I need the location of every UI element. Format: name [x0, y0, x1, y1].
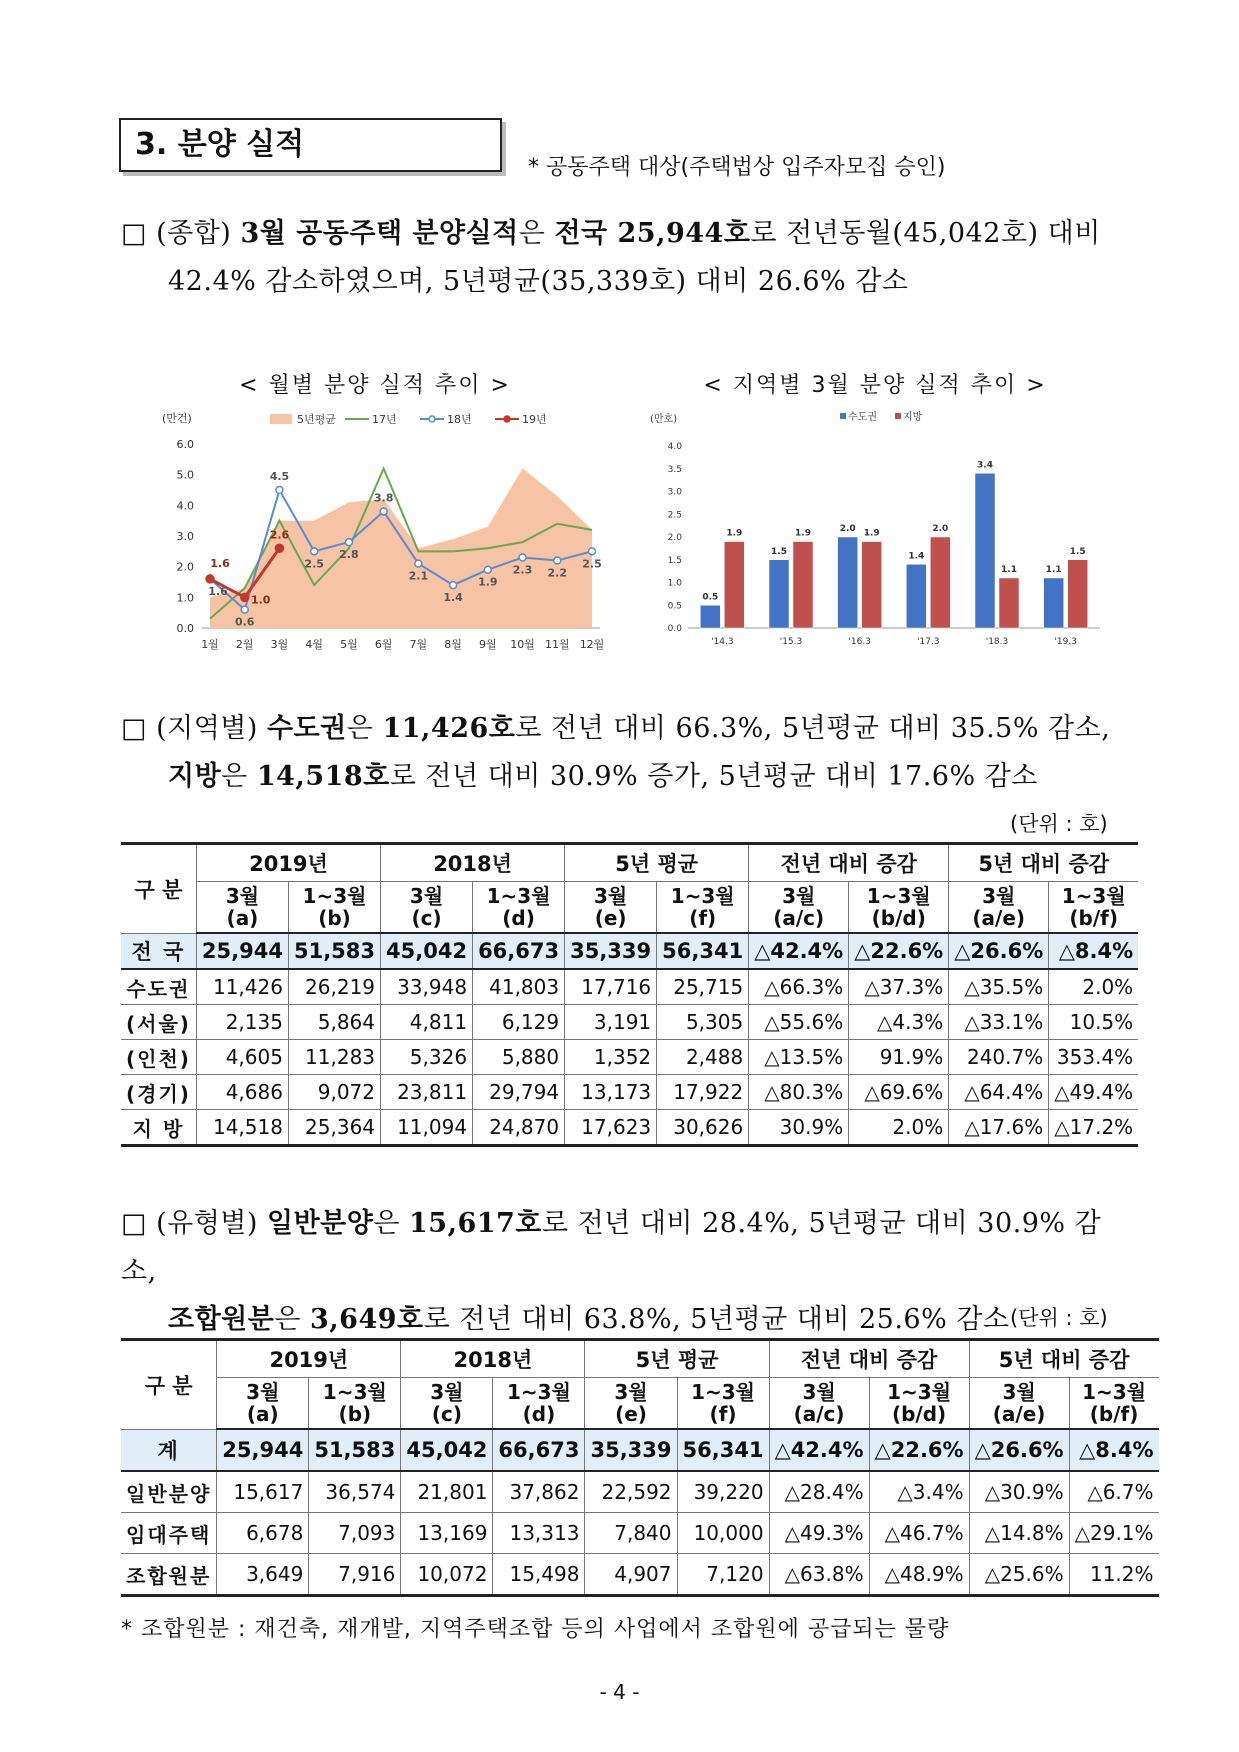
y-tick-label: 1.0: [176, 591, 194, 605]
legend-label: 지방: [903, 412, 923, 423]
header-group: 2019년: [196, 844, 380, 882]
table-cell: 23,811: [381, 1075, 473, 1110]
unit-label: (만호): [650, 414, 678, 425]
header-sub: 3월 (a/c): [749, 882, 849, 934]
table-cell: △46.7%: [869, 1513, 969, 1554]
data-label: 2.3: [512, 563, 533, 577]
data-label: 3.4: [977, 460, 993, 471]
header-sub: 1~3월 (f): [677, 1378, 769, 1430]
header-group: 2018년: [381, 844, 565, 882]
table-cell: 17,922: [657, 1075, 749, 1110]
legend-label: 17년: [372, 413, 397, 426]
header-sub: 1~3월 (b/d): [849, 882, 949, 934]
table-cell: 30,626: [657, 1110, 749, 1146]
table-cell: △80.3%: [749, 1075, 849, 1110]
x-tick-label: 7월: [409, 638, 428, 651]
header-sub: 1~3월 (d): [473, 882, 565, 934]
table-cell: 10.5%: [1049, 1005, 1138, 1040]
table-cell: 25,944: [196, 933, 288, 969]
x-tick-label: '16.3: [848, 637, 871, 647]
x-tick-label: 4월: [305, 638, 323, 651]
table-cell: △8.4%: [1049, 933, 1138, 969]
table-cell: 7,840: [585, 1513, 677, 1554]
table-cell: △17.2%: [1049, 1110, 1138, 1146]
table-cell: △3.4%: [869, 1471, 969, 1513]
data-label: 2.0: [932, 524, 949, 534]
data-label: 2.5: [582, 557, 602, 571]
table-cell: 3,649: [217, 1554, 309, 1596]
bar-수도권: [700, 605, 720, 628]
bar-지방: [793, 542, 813, 628]
table-cell: 25,715: [657, 969, 749, 1005]
bar-수도권: [906, 564, 926, 628]
x-tick-label: 8월: [444, 638, 462, 651]
table-cell: △55.6%: [749, 1005, 849, 1040]
table-cell: 5,864: [288, 1005, 380, 1040]
header-sub: 3월 (a): [196, 882, 288, 934]
table-cell: 2,488: [657, 1040, 749, 1075]
data-label: 1.9: [478, 575, 498, 589]
x-tick-label: 9월: [479, 638, 497, 651]
table-cell: 29,794: [473, 1075, 565, 1110]
table-cell: 5,880: [473, 1040, 565, 1075]
data-label: 2.2: [547, 566, 568, 580]
chart1-title: < 월별 분양 실적 추이 >: [239, 373, 511, 398]
monthly-line-chart: [160, 408, 615, 668]
table-cell: 1,352: [565, 1040, 657, 1075]
data-label: 1.9: [726, 528, 743, 539]
data-label: 1.4: [908, 551, 925, 562]
bar-지방: [862, 542, 882, 628]
table-row: [121, 1040, 1138, 1075]
header-sub: 3월 (c): [401, 1378, 493, 1430]
x-tick-label: '14.3: [711, 637, 734, 647]
table-cell: △69.6%: [849, 1075, 949, 1110]
y-tick-label: 3.0: [667, 487, 682, 498]
table-cell: △49.3%: [769, 1513, 869, 1554]
legend-swatch: [270, 414, 292, 424]
header-sub: 1~3월 (b): [309, 1378, 401, 1430]
table-cell: 26,219: [288, 969, 380, 1005]
data-point: [241, 606, 248, 613]
data-point: [450, 582, 457, 589]
table-cell: 13,313: [493, 1513, 585, 1554]
data-label: 1.1: [1001, 564, 1017, 575]
data-label: 1.9: [795, 528, 811, 539]
header-label: 구 분: [121, 1340, 217, 1430]
legend-label: 19년: [522, 413, 547, 426]
row-label: 임대주택: [121, 1513, 217, 1554]
table-cell: 4,811: [381, 1005, 473, 1040]
table-cell: △37.3%: [849, 969, 949, 1005]
data-label: 2.1: [408, 569, 429, 583]
x-tick-label: 12월: [579, 638, 605, 651]
table-cell: △33.1%: [949, 1005, 1049, 1040]
y-tick-label: 2.5: [667, 510, 682, 521]
chart2-title: < 지역별 3월 분양 실적 추이 >: [703, 373, 1047, 398]
table-cell: △8.4%: [1069, 1429, 1158, 1471]
table-cell: △48.9%: [869, 1554, 969, 1596]
table-cell: △4.3%: [849, 1005, 949, 1040]
table-cell: 17,716: [565, 969, 657, 1005]
table-row: [121, 1429, 1159, 1471]
table-cell: 51,583: [288, 933, 380, 969]
data-label: 2.8: [339, 548, 359, 562]
table-cell: 5,326: [381, 1040, 473, 1075]
table-cell: 56,341: [657, 933, 749, 969]
table-cell: 66,673: [473, 933, 565, 969]
table-cell: 7,120: [677, 1554, 769, 1596]
legend-label: 수도권: [848, 412, 877, 423]
table-cell: △66.3%: [749, 969, 849, 1005]
x-tick-label: '18.3: [985, 637, 1009, 647]
table-cell: 17,623: [565, 1110, 657, 1146]
table-cell: 66,673: [493, 1429, 585, 1471]
x-tick-label: 11월: [544, 638, 570, 651]
data-label: 1.1: [1045, 564, 1062, 575]
header-group: 5년 평균: [585, 1340, 769, 1378]
data-label: 1.0: [250, 593, 271, 607]
row-label: 계: [121, 1429, 217, 1471]
y-tick-label: 4.0: [176, 499, 194, 513]
table-cell: 3,191: [565, 1005, 657, 1040]
data-point: [206, 575, 214, 583]
header-group: 5년 대비 증감: [949, 844, 1138, 882]
table-cell: △42.4%: [769, 1429, 869, 1471]
table-cell: △35.5%: [949, 969, 1049, 1005]
data-point: [589, 548, 596, 555]
table-cell: △26.6%: [949, 933, 1049, 969]
row-label: (서울): [121, 1005, 196, 1040]
section-title: 3. 분양 실적: [119, 118, 502, 172]
x-tick-label: 6월: [374, 638, 393, 651]
table-cell: 35,339: [565, 933, 657, 969]
data-label: 0.5: [702, 592, 719, 603]
table-cell: 13,169: [401, 1513, 493, 1554]
table-cell: 6,129: [473, 1005, 565, 1040]
table-cell: 39,220: [677, 1471, 769, 1513]
table-cell: 25,944: [217, 1429, 309, 1471]
table-row: [121, 1471, 1159, 1513]
x-tick-label: '15.3: [779, 637, 803, 647]
unit-label: (만건): [162, 412, 192, 425]
table-cell: 9,072: [288, 1075, 380, 1110]
legend-marker: [429, 416, 435, 422]
x-tick-label: 1월: [201, 638, 219, 651]
y-tick-label: 0.0: [667, 624, 682, 634]
data-label: 2.5: [304, 557, 324, 571]
y-tick-label: 0.5: [667, 601, 682, 612]
table-cell: 13,173: [565, 1075, 657, 1110]
table-cell: 24,870: [473, 1110, 565, 1146]
data-point: [415, 560, 422, 567]
row-label: (경기): [121, 1075, 196, 1110]
header-sub: 1~3월 (b/f): [1049, 882, 1138, 934]
x-tick-label: 3월: [270, 638, 289, 651]
table-cell: 37,862: [493, 1471, 585, 1513]
table-cell: 353.4%: [1049, 1040, 1138, 1075]
row-label: 조합원분: [121, 1554, 217, 1596]
table-cell: 11,094: [381, 1110, 473, 1146]
header-sub: 3월 (a/c): [769, 1378, 869, 1430]
y-tick-label: 2.0: [667, 533, 682, 543]
x-tick-label: '19.3: [1054, 637, 1077, 647]
table-cell: △22.6%: [849, 933, 949, 969]
table-cell: 22,592: [585, 1471, 677, 1513]
unit-label-2: (단위 : 호): [1010, 1306, 1108, 1330]
data-point: [484, 566, 491, 573]
table-cell: △63.8%: [769, 1554, 869, 1596]
bar-지방: [1068, 560, 1088, 628]
x-tick-label: 5월: [340, 638, 358, 651]
header-sub: 3월 (a/e): [949, 882, 1049, 934]
y-tick-label: 1.0: [667, 578, 682, 589]
row-label: (인천): [121, 1040, 196, 1075]
regional-bar-chart: [650, 408, 1105, 668]
data-label: 3.8: [373, 491, 394, 505]
header-group: 5년 대비 증감: [969, 1340, 1158, 1378]
y-tick-label: 3.5: [667, 464, 682, 475]
table-cell: 35,339: [585, 1429, 677, 1471]
table-row: [121, 1110, 1138, 1146]
data-label: 2.0: [839, 524, 856, 534]
row-label: 전 국: [121, 933, 196, 969]
table-cell: △28.4%: [769, 1471, 869, 1513]
y-tick-label: 4.0: [667, 442, 682, 452]
header-group: 전년 대비 증감: [749, 844, 949, 882]
table-cell: 4,686: [196, 1075, 288, 1110]
table-cell: △14.8%: [969, 1513, 1069, 1554]
header-sub: 1~3월 (b/f): [1069, 1378, 1158, 1430]
row-label: 지 방: [121, 1110, 196, 1146]
table-cell: 56,341: [677, 1429, 769, 1471]
data-label: 1.6: [210, 556, 230, 570]
table-row: [121, 1005, 1138, 1040]
legend-marker: [504, 416, 510, 422]
header-group: 2018년: [401, 1340, 585, 1378]
regional-table: [121, 842, 1138, 1147]
data-point: [345, 539, 352, 546]
table-cell: 45,042: [401, 1429, 493, 1471]
header-sub: 3월 (e): [585, 1378, 677, 1430]
x-tick-label: 2월: [235, 638, 254, 651]
table-cell: 15,617: [217, 1471, 309, 1513]
table-cell: 33,948: [381, 969, 473, 1005]
bar-지방: [724, 542, 744, 628]
table-cell: △25.6%: [969, 1554, 1069, 1596]
footnote: * 조합원분 : 재건축, 재개발, 지역주택조합 등의 사업에서 조합원에 공급되는 물량: [121, 1617, 950, 1642]
bar-지방: [999, 578, 1019, 628]
header-sub: 1~3월 (f): [657, 882, 749, 934]
table-cell: 25,364: [288, 1110, 380, 1146]
table-cell: 2,135: [196, 1005, 288, 1040]
bar-수도권: [975, 473, 995, 628]
table-cell: 41,803: [473, 969, 565, 1005]
row-label: 수도권: [121, 969, 196, 1005]
data-label: 1.5: [1069, 546, 1086, 557]
y-tick-label: 3.0: [176, 530, 194, 543]
header-group: 2019년: [217, 1340, 401, 1378]
table-cell: △13.5%: [749, 1040, 849, 1075]
header-sub: 3월 (e): [565, 882, 657, 934]
data-label: 2.6: [269, 528, 290, 542]
y-tick-label: 5.0: [176, 468, 194, 482]
table-cell: 91.9%: [849, 1040, 949, 1075]
data-label: 1.4: [443, 591, 463, 605]
table-cell: △64.4%: [949, 1075, 1049, 1110]
legend-label: 5년평균: [297, 413, 336, 426]
table-cell: 45,042: [381, 933, 473, 969]
data-label: 0.6: [234, 615, 255, 629]
table-cell: △42.4%: [749, 933, 849, 969]
scope-note: * 공동주택 대상(주택법상 입주자모집 승인): [528, 155, 946, 180]
table-cell: △29.1%: [1069, 1513, 1158, 1554]
row-label: 일반분양: [121, 1471, 217, 1513]
table-cell: 36,574: [309, 1471, 401, 1513]
table-cell: 10,000: [677, 1513, 769, 1554]
header-sub: 3월 (a/e): [969, 1378, 1069, 1430]
page-number: - 4 -: [599, 1680, 640, 1704]
table-cell: 240.7%: [949, 1040, 1049, 1075]
header-group: 전년 대비 증감: [769, 1340, 969, 1378]
unit-label: (단위 : 호): [1010, 812, 1108, 836]
y-tick-label: 6.0: [176, 438, 194, 451]
type-table: [121, 1338, 1159, 1597]
table-cell: 10,072: [401, 1554, 493, 1596]
regional-paragraph: □ (지역별) 수도권은 11,426호로 전년 대비 66.3%, 5년평균 대비 35.5% 감소, 지방은 14,518호로 전년 대비 30.9% 증가, 5년평균 대비 17.6% 감소: [121, 713, 1111, 792]
data-point: [554, 557, 561, 564]
bar-수도권: [769, 560, 789, 628]
data-point: [241, 593, 249, 601]
summary-paragraph: □ (종합) 3월 공동주택 분양실적은 전국 25,944호로 전년동월(45,042호) 대비 42.4% 감소하였으며, 5년평균(35,339호) 대비 26.6% 감소: [121, 218, 1101, 297]
table-cell: 7,093: [309, 1513, 401, 1554]
table-cell: △17.6%: [949, 1110, 1049, 1146]
table-cell: 4,605: [196, 1040, 288, 1075]
header-group: 5년 평균: [565, 844, 749, 882]
header-sub: 3월 (c): [381, 882, 473, 934]
data-label: 4.5: [269, 470, 290, 483]
y-tick-label: 2.0: [176, 560, 194, 574]
table-cell: 14,518: [196, 1110, 288, 1146]
data-point: [275, 544, 283, 552]
data-label: 1.6: [208, 584, 228, 598]
header-sub: 1~3월 (b/d): [869, 1378, 969, 1430]
legend-swatch: [840, 413, 846, 419]
header-label: 구 분: [121, 844, 196, 934]
legend-swatch: [895, 413, 901, 419]
data-point: [519, 554, 526, 561]
data-point: [276, 487, 283, 494]
bar-지방: [930, 537, 950, 628]
table-cell: 6,678: [217, 1513, 309, 1554]
table-cell: 2.0%: [1049, 969, 1138, 1005]
table-row: [121, 1554, 1159, 1596]
data-label: 1.5: [771, 546, 787, 557]
table-cell: 7,916: [309, 1554, 401, 1596]
checkbox-icon: □: [121, 713, 148, 744]
bar-수도권: [838, 537, 858, 628]
table-row: [121, 1075, 1138, 1110]
table-row: [121, 1513, 1159, 1554]
table-cell: 51,583: [309, 1429, 401, 1471]
table-cell: 15,498: [493, 1554, 585, 1596]
table-cell: △6.7%: [1069, 1471, 1158, 1513]
x-tick-label: 10월: [510, 638, 535, 651]
table-cell: 30.9%: [749, 1110, 849, 1146]
table-cell: △26.6%: [969, 1429, 1069, 1471]
bar-수도권: [1044, 578, 1064, 628]
y-tick-label: 1.5: [667, 555, 682, 566]
table-row: [121, 933, 1138, 969]
y-tick-label: 0.0: [176, 622, 194, 635]
table-cell: 2.0%: [849, 1110, 949, 1146]
data-point: [311, 548, 318, 555]
table-cell: 11.2%: [1069, 1554, 1158, 1596]
checkbox-icon: □: [121, 218, 148, 249]
table-row: [121, 969, 1138, 1005]
x-tick-label: '17.3: [917, 637, 940, 647]
table-cell: △22.6%: [869, 1429, 969, 1471]
checkbox-icon: □: [121, 1208, 148, 1239]
table-cell: 5,305: [657, 1005, 749, 1040]
table-cell: △30.9%: [969, 1471, 1069, 1513]
header-sub: 1~3월 (d): [493, 1378, 585, 1430]
header-sub: 3월 (a): [217, 1378, 309, 1430]
table-cell: 4,907: [585, 1554, 677, 1596]
table-cell: △49.4%: [1049, 1075, 1138, 1110]
table-cell: 11,283: [288, 1040, 380, 1075]
legend-label: 18년: [447, 413, 472, 426]
data-label: 1.9: [863, 528, 880, 539]
bytype-paragraph: □ (유형별) 일반분양은 15,617호로 전년 대비 28.4%, 5년평균 대비 30.9% 감소, 조합원분은 3,649호로 전년 대비 63.8%, 5년평균 대비 25.6% 감소: [121, 1208, 1102, 1335]
table-cell: 11,426: [196, 969, 288, 1005]
data-point: [380, 508, 387, 515]
table-cell: 21,801: [401, 1471, 493, 1513]
header-sub: 1~3월 (b): [288, 882, 380, 934]
